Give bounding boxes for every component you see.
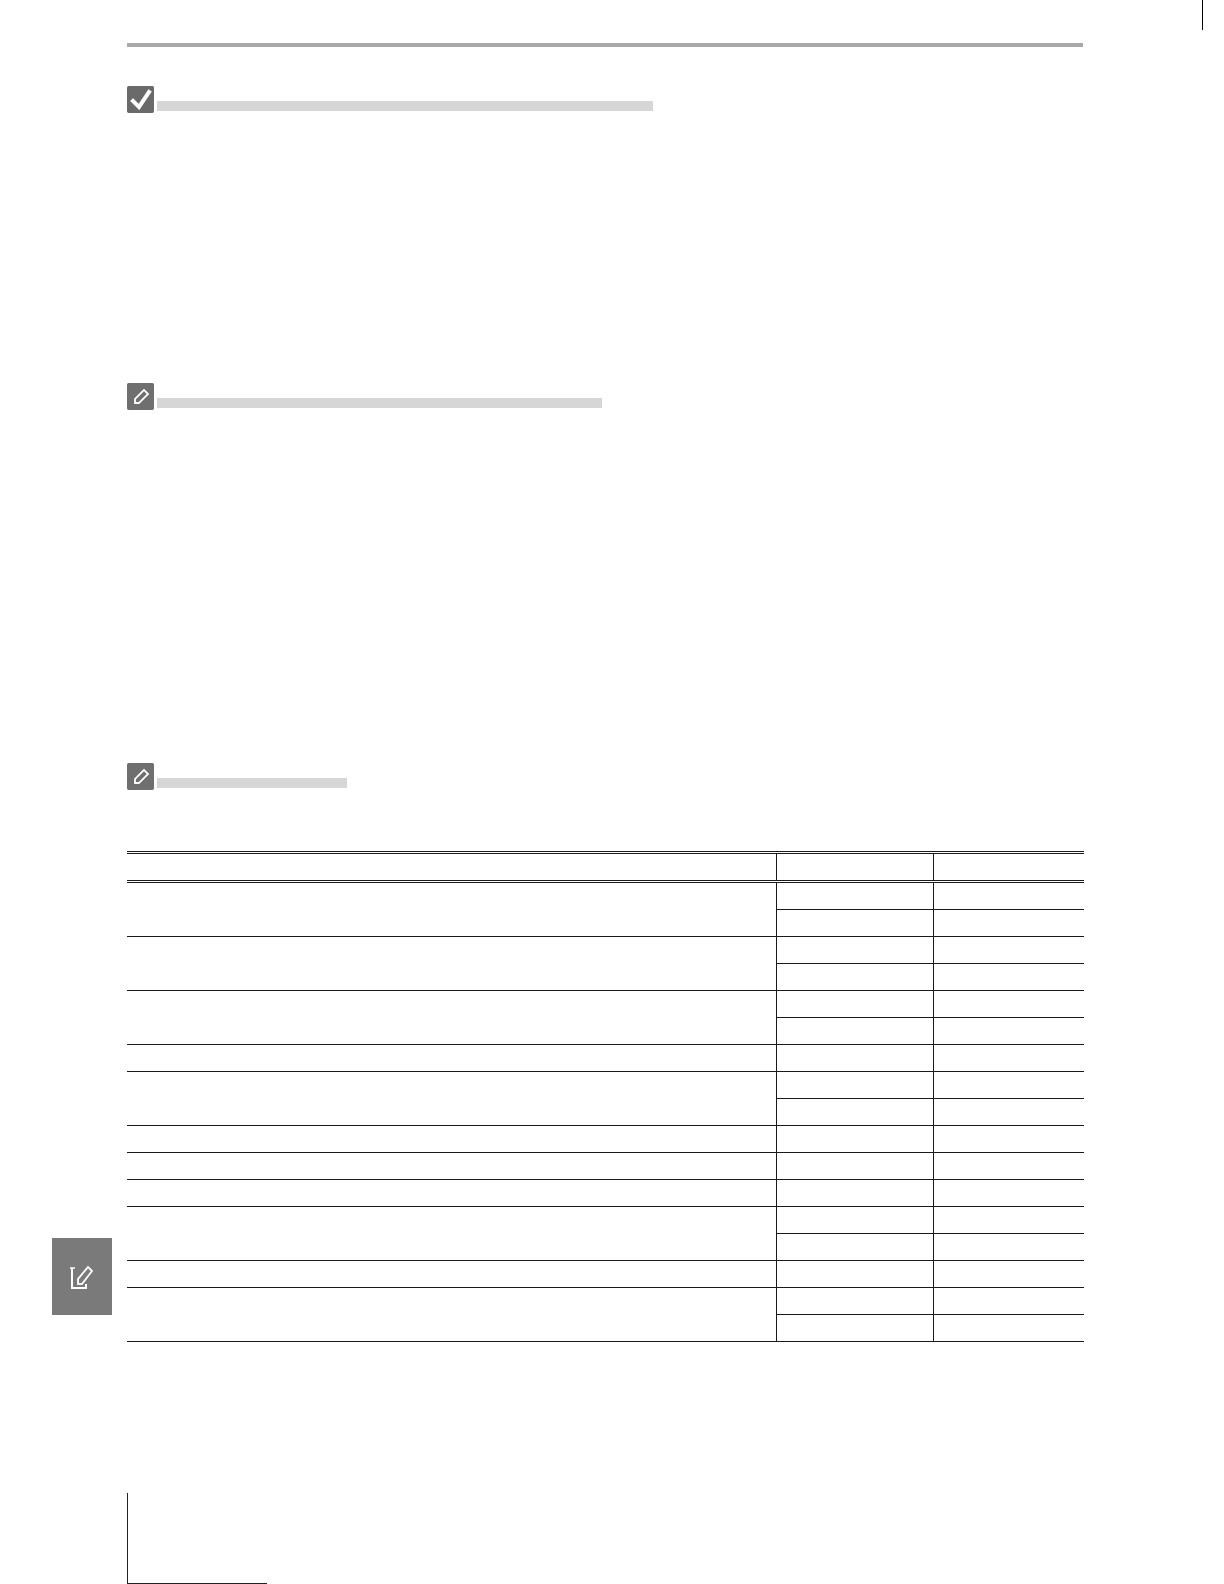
table-row-label: [127, 937, 777, 991]
table-row: [127, 1180, 1084, 1207]
table-cell: [934, 1315, 1085, 1342]
table-cell: [777, 1018, 934, 1045]
table-cell: [934, 937, 1085, 964]
crop-mark: [1202, 0, 1203, 30]
table-cell: [777, 1261, 934, 1288]
table-cell: [934, 910, 1085, 937]
table-row: [127, 1072, 1084, 1099]
table-cell: [934, 964, 1085, 991]
table-row: [127, 1288, 1084, 1315]
table-row: [127, 937, 1084, 964]
table-cell: [934, 1099, 1085, 1126]
table-cell: [777, 1126, 934, 1153]
table-row-label: [127, 1072, 777, 1126]
table-cell: [934, 882, 1085, 910]
table-cell: [934, 1288, 1085, 1315]
table-cell: [777, 1315, 934, 1342]
table-cell: [934, 991, 1085, 1018]
table-cell: [934, 1234, 1085, 1261]
table-cell: [777, 964, 934, 991]
table-header-row: [127, 853, 1084, 882]
note-heading-bar: [157, 398, 602, 408]
checkmark-glyph: [130, 89, 152, 111]
table-row: [127, 1261, 1084, 1288]
table-cell: [934, 1018, 1085, 1045]
table-row-label: [127, 1126, 777, 1153]
table-row-label: [127, 991, 777, 1045]
table-header-cell: [934, 853, 1085, 882]
table-cell: [934, 1045, 1085, 1072]
table-cell: [934, 1261, 1085, 1288]
table-cell: [777, 991, 934, 1018]
table-header-cell: [777, 853, 934, 882]
table-cell: [777, 1234, 934, 1261]
table-header-cell: [127, 853, 777, 882]
table-row-label: [127, 1153, 777, 1180]
table-cell: [777, 1072, 934, 1099]
table-cell: [777, 1288, 934, 1315]
table-cell: [777, 1099, 934, 1126]
table-cell: [777, 1207, 934, 1234]
table-cell: [777, 1180, 934, 1207]
table-row: [127, 1153, 1084, 1180]
table-row-label: [127, 1288, 777, 1342]
table-cell: [777, 882, 934, 910]
pencil-glyph: [131, 767, 151, 787]
chapter-tab: [52, 1238, 112, 1315]
table-row-label: [127, 1045, 777, 1072]
table-row-label: [127, 1207, 777, 1261]
spec-table: [127, 851, 1084, 1342]
pencil-icon: [127, 763, 154, 790]
table-cell: [934, 1207, 1085, 1234]
pencil-notes-icon: [69, 1262, 95, 1292]
crop-mark: [127, 1493, 128, 1584]
table-cell: [777, 910, 934, 937]
table-cell: [777, 1045, 934, 1072]
table-row: [127, 1207, 1084, 1234]
table-row-label: [127, 882, 777, 937]
table-row-label: [127, 1261, 777, 1288]
table-cell: [934, 1072, 1085, 1099]
table-body: [127, 882, 1084, 1342]
pencil-glyph: [131, 387, 151, 407]
table-cell: [934, 1180, 1085, 1207]
table-cell: [777, 937, 934, 964]
table-cell: [777, 1153, 934, 1180]
table-cell: [934, 1126, 1085, 1153]
table-row: [127, 882, 1084, 910]
note-heading-bar: [157, 778, 347, 788]
pencil-icon: [127, 383, 154, 410]
note-heading-bar: [157, 101, 653, 111]
table-row-label: [127, 1180, 777, 1207]
checkmark-icon: [127, 86, 154, 113]
table-row: [127, 991, 1084, 1018]
page-top-rule: [127, 43, 1083, 47]
table-row: [127, 1126, 1084, 1153]
table-cell: [934, 1153, 1085, 1180]
table-row: [127, 1045, 1084, 1072]
